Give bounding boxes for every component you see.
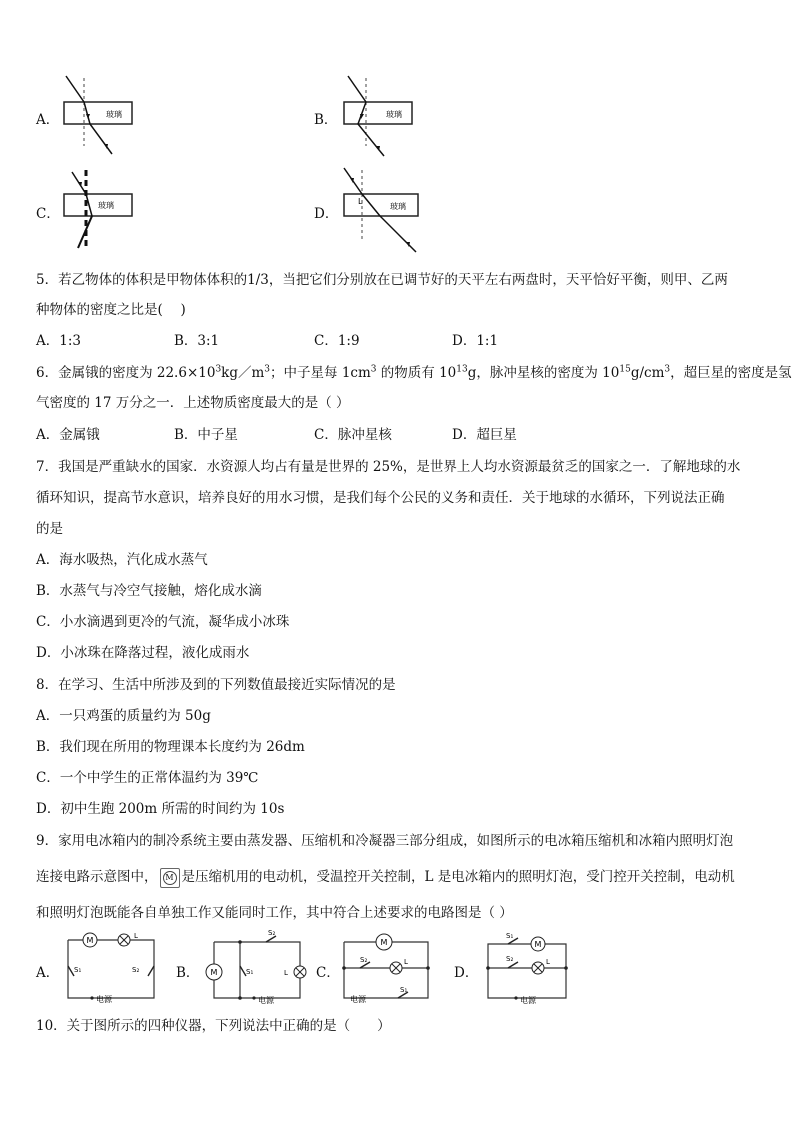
circuit-wire bbox=[344, 942, 428, 998]
q4-figure-a bbox=[56, 74, 136, 158]
glass-block bbox=[344, 194, 418, 216]
incident-ray bbox=[66, 76, 84, 102]
svg-text:L: L bbox=[404, 958, 408, 966]
svg-text:M: M bbox=[210, 968, 218, 977]
q9-stem-line2: 连接电路示意图中， M 是压缩机用的电动机，受温控开关控制，L 是电冰箱内的照明灯泡，受门控开关控制，电动机 bbox=[36, 867, 735, 888]
q8-option-d[interactable]: D．初中生跑 200m 所需的时间约为 10s bbox=[36, 801, 285, 817]
q5-options bbox=[36, 331, 776, 351]
power-label: 电源 bbox=[520, 996, 536, 1005]
q9-option-c-label[interactable]: C． bbox=[316, 965, 340, 981]
svg-text:S₁: S₁ bbox=[74, 966, 82, 974]
q7-stem-line2: 循环知识，提高节水意识，培养良好的用水习惯，是我们每个公民的义务和责任．关于地球的水循环，下列说法正确 bbox=[36, 490, 725, 506]
q6-option-a[interactable]: A．金属锇 bbox=[36, 427, 100, 443]
q4-option-d-label: D． bbox=[314, 206, 339, 222]
svg-text:S₂: S₂ bbox=[506, 955, 514, 963]
svg-text:S₁: S₁ bbox=[246, 968, 254, 976]
q9-option-a-label[interactable]: A． bbox=[36, 965, 60, 981]
glass-text: 玻璃 bbox=[98, 201, 114, 210]
svg-text:M: M bbox=[86, 936, 94, 945]
svg-text:L: L bbox=[546, 958, 550, 966]
switch-icon bbox=[148, 966, 154, 976]
q9-circuit-c bbox=[338, 930, 436, 1008]
power-label: 电源 bbox=[350, 995, 366, 1004]
q5-option-b[interactable]: B．3:1 bbox=[174, 333, 220, 349]
q7-option-b[interactable]: B．水蒸气与冷空气接触，熔化成水滴 bbox=[36, 583, 262, 599]
q4-figure-b bbox=[336, 74, 416, 158]
svg-text:M: M bbox=[380, 938, 388, 947]
q8-option-b[interactable]: B．我们现在所用的物理课本长度约为 26dm bbox=[36, 739, 305, 755]
emergent-ray bbox=[358, 124, 384, 156]
q6-option-c[interactable]: C．脉冲星核 bbox=[314, 427, 392, 443]
l-mark: L bbox=[358, 197, 363, 206]
q9-circuit-a bbox=[58, 932, 164, 1008]
q5-stem-line1: 5．若乙物体的体积是甲物体体积的1/3，当把它们分别放在已调节好的天平左右两盘时，天平恰好平衡，则甲、乙两 bbox=[36, 272, 728, 288]
q6-stem-line1: 6．金属锇的密度为 $22.6\times 10^3kg/m^3$；中子星每 $1cm^3$ 的物质有 $10^{13}g$，脉冲星核的密度为 $10^{15}g/cm^3$，超巨星的密度是氢 bbox=[36, 364, 792, 381]
emergent-ray bbox=[380, 216, 416, 252]
q5-stem-line2: 种物体的密度之比是( ) bbox=[36, 302, 186, 318]
q8-stem: 8．在学习、生活中所涉及到的下列数值最接近实际情况的是 bbox=[36, 677, 396, 693]
q7-stem-line3: 的是 bbox=[36, 521, 63, 537]
q4-figure-c bbox=[56, 168, 136, 252]
q7-option-a[interactable]: A．海水吸热，汽化成水蒸气 bbox=[36, 552, 208, 568]
q7-option-c[interactable]: C．小水滴遇到更冷的气流，凝华成小冰珠 bbox=[36, 614, 290, 630]
q9-option-b-label[interactable]: B． bbox=[176, 965, 200, 981]
svg-text:S₂: S₂ bbox=[268, 929, 276, 937]
q9-stem-line1: 9．家用电冰箱内的制冷系统主要由蒸发器、压缩机和冷凝器三部分组成，如图所示的电冰箱压缩机和冰箱内照明灯泡 bbox=[36, 833, 734, 849]
q8-option-a[interactable]: A．一只鸡蛋的质量约为 50g bbox=[36, 708, 211, 724]
emergent-ray bbox=[90, 124, 112, 154]
svg-text:S₂: S₂ bbox=[360, 956, 368, 964]
power-label: 电源 bbox=[96, 995, 112, 1004]
q8-option-c[interactable]: C．一个中学生的正常体温约为 39℃ bbox=[36, 770, 259, 786]
glass-text: 玻璃 bbox=[390, 202, 406, 211]
svg-text:L: L bbox=[134, 932, 138, 940]
svg-text:M: M bbox=[534, 940, 542, 949]
q7-stem-line1: 7．我国是严重缺水的国家．水资源人均占有量是世界的 25%，是世界上人均水资源最贫乏的国家之一．了解地球的水 bbox=[36, 459, 741, 475]
q5-option-c[interactable]: C．1:9 bbox=[314, 333, 360, 349]
q7-option-d[interactable]: D．小冰珠在降落过程，液化成雨水 bbox=[36, 645, 250, 661]
q4-option-c-label: C． bbox=[36, 206, 60, 222]
q9-circuit-d bbox=[484, 930, 574, 1006]
motor-icon: M bbox=[160, 868, 180, 888]
svg-text:L: L bbox=[284, 969, 288, 977]
glass-text: 玻璃 bbox=[386, 110, 402, 119]
q9-option-d-label[interactable]: D． bbox=[454, 965, 479, 981]
q6-options bbox=[36, 425, 776, 445]
q5-option-a[interactable]: A．1:3 bbox=[36, 333, 81, 349]
q6-option-b[interactable]: B．中子星 bbox=[174, 427, 238, 443]
q6-option-d[interactable]: D．超巨星 bbox=[452, 427, 517, 443]
q10-stem: 10．关于图所示的四种仪器，下列说法中正确的是（ ） bbox=[36, 1018, 391, 1034]
q6-stem-line2: 气密度的 17 万分之一．上述物质密度最大的是（ ） bbox=[36, 395, 350, 411]
q9-circuit-b bbox=[200, 928, 312, 1008]
svg-text:S₁: S₁ bbox=[400, 986, 408, 994]
incident-ray bbox=[348, 76, 366, 102]
q4-figure-d bbox=[336, 166, 422, 254]
q9-stem-line3: 和照明灯泡既能各自单独工作又能同时工作，其中符合上述要求的电路图是（ ） bbox=[36, 905, 513, 921]
q4-option-a-label: A． bbox=[36, 112, 60, 128]
q5-option-d[interactable]: D．1:1 bbox=[452, 333, 499, 349]
circuit-wire bbox=[488, 968, 566, 998]
q4-option-b-label: B． bbox=[314, 112, 338, 128]
power-label: 电源 bbox=[258, 996, 274, 1005]
svg-text:S₁: S₁ bbox=[506, 932, 514, 940]
glass-text: 玻璃 bbox=[106, 110, 122, 119]
svg-text:S₂: S₂ bbox=[132, 966, 140, 974]
